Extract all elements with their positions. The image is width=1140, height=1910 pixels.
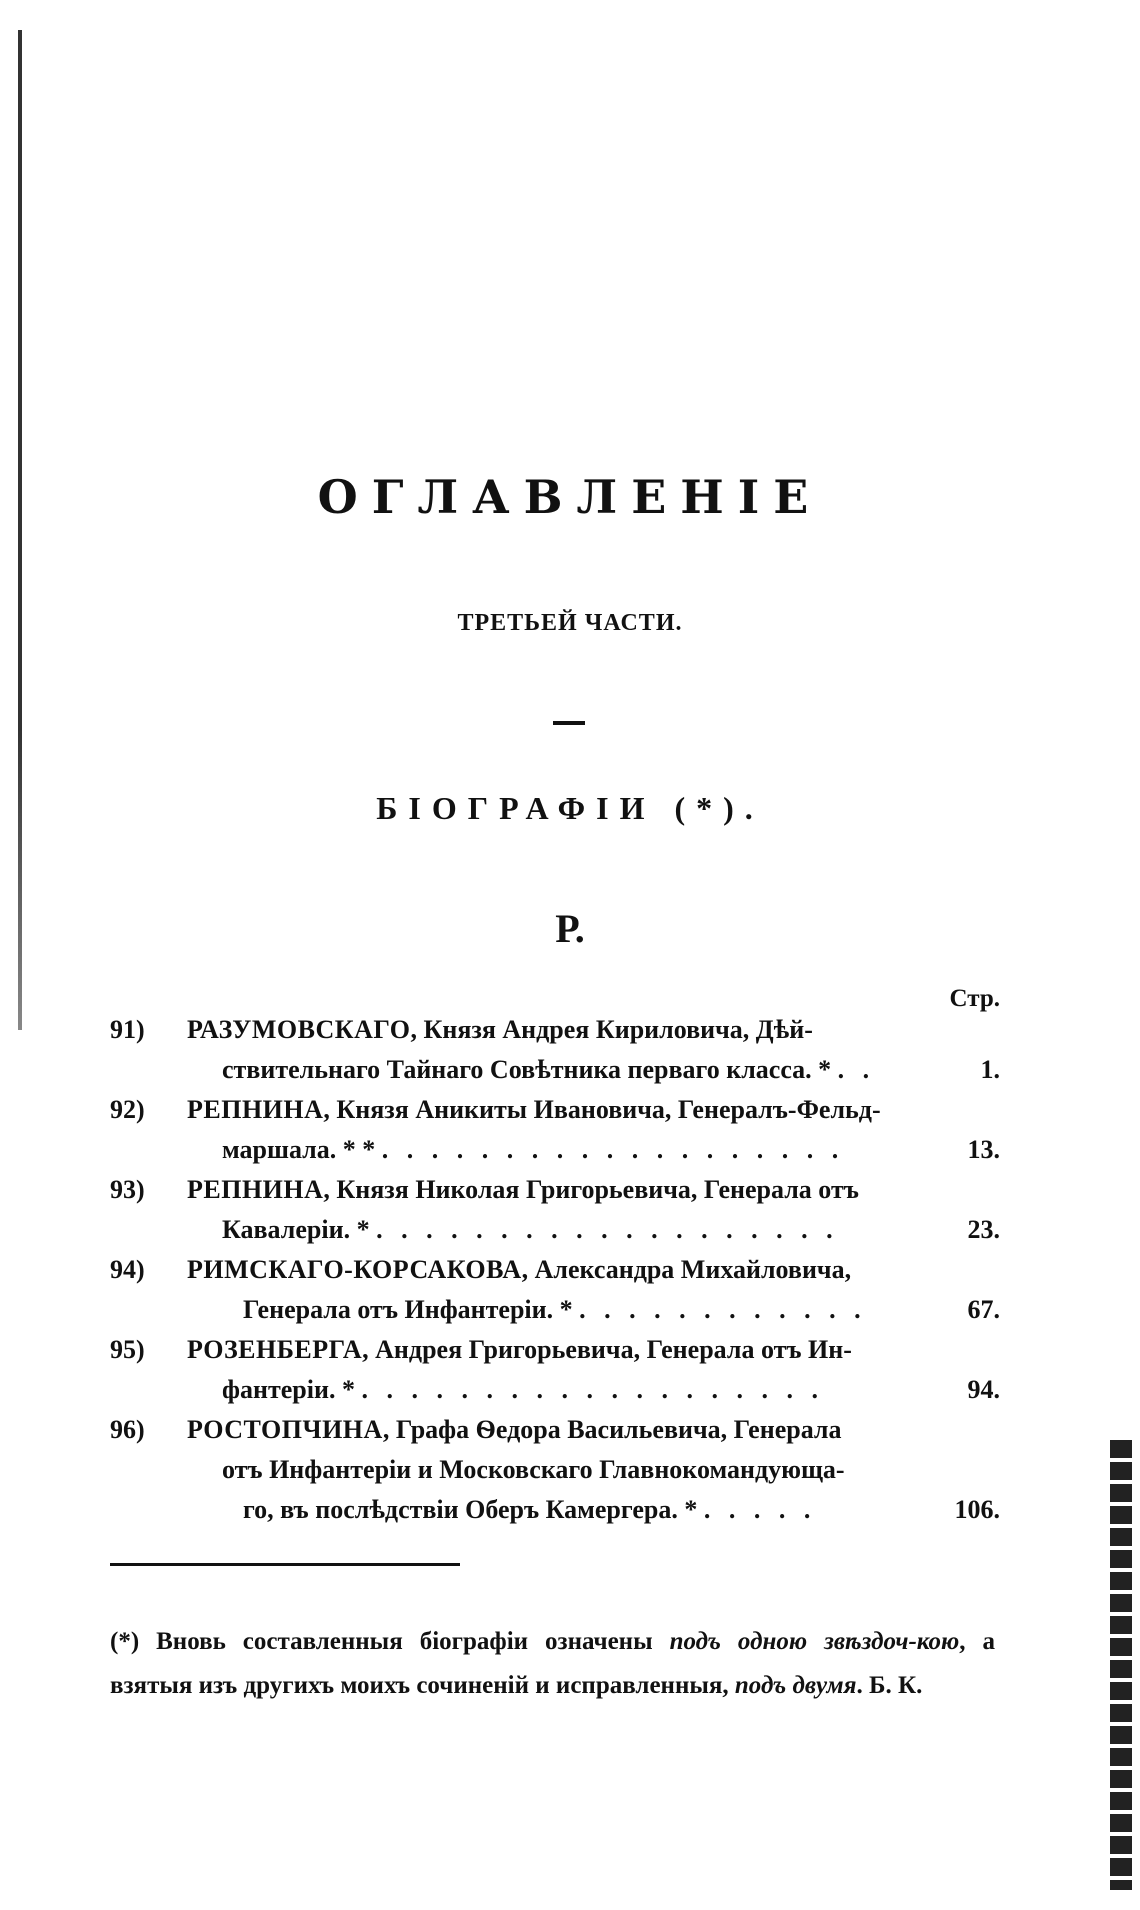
page-subtitle: ТРЕТЬЕЙ ЧАСТИ. [457,610,683,636]
entry-text: ствительнаго Тайнаго Совѣтника перваго класса. * [222,1055,832,1084]
entry-text: фантеріи. * [222,1375,355,1404]
entry-name: РОСТОПЧИНА [187,1415,383,1444]
entry-leader-dots: . . . . . . . . . . . . . . . . . . . [381,1135,845,1164]
footnote-italic: подъ двумя [734,1672,857,1699]
entry-leader-dots: . . . . . . . . . . . . . . . . . . . [361,1375,824,1404]
entry-leader-dots: . . . . . [703,1495,817,1524]
footnote-italic: подъ одною звѣздоч-кою [669,1628,960,1655]
entry-number: 92) [110,1095,145,1124]
entry-text: Кавалеріи. * [222,1215,370,1244]
letter-heading: Р. [555,906,585,951]
entry-number: 91) [110,1015,145,1044]
entry-text: Генерала отъ Инфантеріи. * [243,1295,573,1324]
entry-text: , Графа Ѳедора Васильевича, Генерала [382,1415,842,1444]
entry-page: 1. [980,1055,1000,1084]
entry-text: , Александра Михайловича, [521,1255,852,1284]
entry-name: РОЗЕНБЕРГА [187,1335,363,1364]
scan-edge-left [18,30,22,1030]
entry-number: 93) [110,1175,145,1204]
entry-text: , Князя Аникиты Ивановича, Генералъ-Фельд- [323,1095,881,1124]
entry-text: , Князя Андрея Кириловича, Дѣй- [410,1015,813,1044]
entry-page: 23. [967,1215,1000,1244]
footnote [110,1620,995,1708]
entry-text: го, въ послѣдствіи Оберъ Камергера. * [243,1495,698,1524]
entry-text: маршала. * * [222,1135,376,1164]
page-title: ОГЛАВЛЕНІЕ [317,470,823,524]
entry-text: отъ Инфантеріи и Московскаго Главнокомандующа- [222,1455,845,1484]
entry-leader-dots: . . [837,1055,876,1084]
title-divider [553,721,585,725]
entry-page: 67. [967,1295,1000,1324]
section-heading: БІОГРАФІИ (*). [376,790,764,826]
entry-page: 94. [967,1375,1000,1404]
entry-text: , Андрея Григорьевича, Генерала отъ Ин- [362,1335,852,1364]
entry-name: РАЗУМОВСКАГО [187,1015,411,1044]
footnote-text: , а взятыя изъ другихъ моихъ сочиненій и исправленныя, [110,1628,996,1699]
page-column-header: Стр. [949,985,1000,1012]
entry-leader-dots: . . . . . . . . . . . . . . . . . . . [376,1215,839,1244]
entry-number: 96) [110,1415,145,1444]
entry-page: 13. [967,1135,1000,1164]
entry-number: 95) [110,1335,145,1364]
entry-name: РЕПНИНА [187,1175,324,1204]
entry-page: 106. [954,1495,1000,1524]
footnote-signature: . Б. К. [856,1672,923,1699]
footnote-text: (*) Вновь составленныя біографіи означены [110,1628,670,1655]
footnote-rule [110,1563,460,1566]
entry-text: , Князя Николая Григорьевича, Генерала отъ [323,1175,859,1204]
entry-number: 94) [110,1255,145,1284]
entry-leader-dots: . . . . . . . . . . . . [579,1295,867,1324]
entry-name: РЕПНИНА [187,1095,324,1124]
entry-name: РИМСКАГО-КОРСАКОВА [187,1255,522,1284]
